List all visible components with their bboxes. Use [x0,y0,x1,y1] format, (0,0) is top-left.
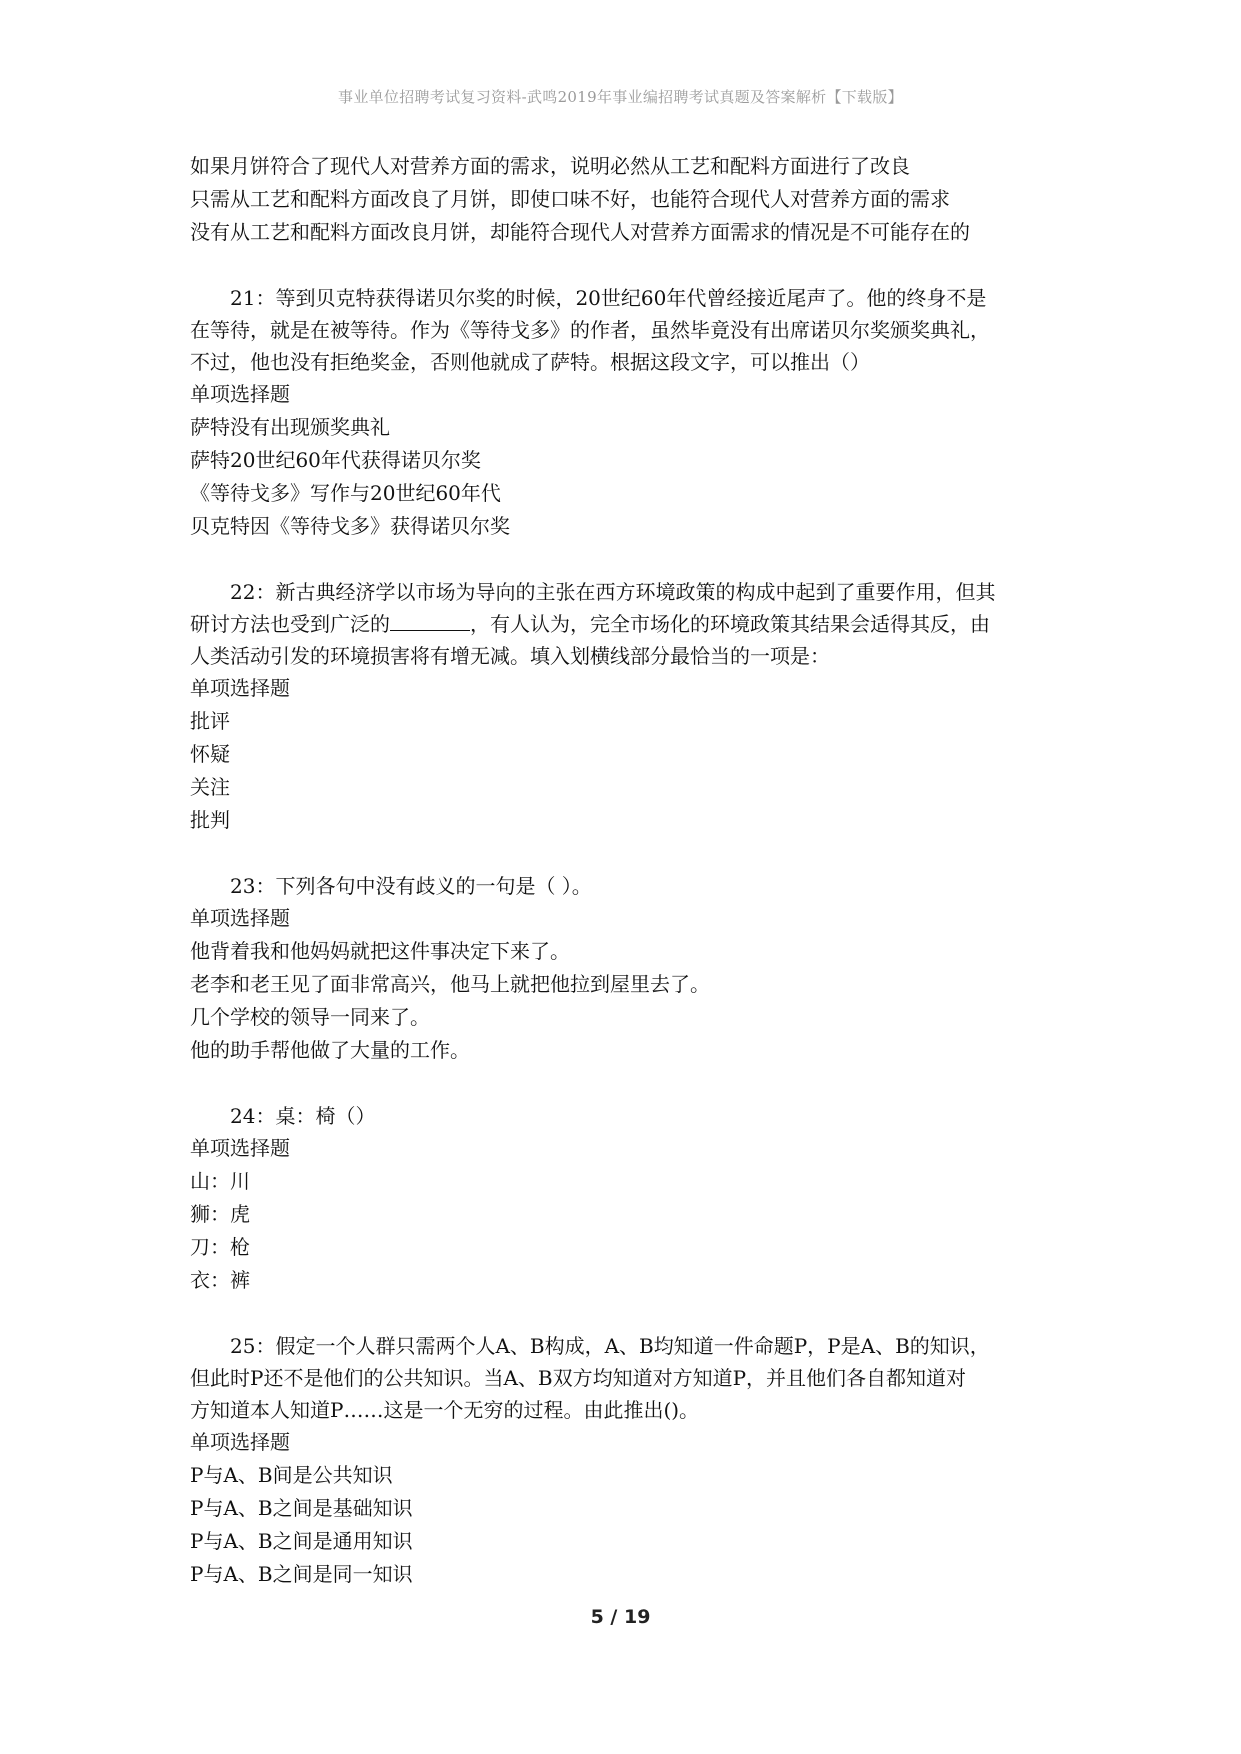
option-line: 只需从工艺和配料方面改良了月饼，即使口味不好，也能符合现代人对营养方面的需求 [190,187,950,211]
answer-option: 他的助手帮他做了大量的工作。 [190,1038,470,1062]
fill-in-blank [390,610,470,631]
answer-option: 狮：虎 [190,1202,250,1226]
answer-option: P与A、B之间是基础知识 [190,1496,413,1520]
question-type-label: 单项选择题 [190,906,290,930]
question-stem-line: 22：新古典经济学以市场为导向的主张在西方环境政策的构成中起到了重要作用，但其 [230,580,996,604]
question-22 [190,576,1070,837]
page-current: 5 [590,1606,604,1628]
answer-option: 萨特20世纪60年代获得诺贝尔奖 [190,448,481,472]
answer-option: 山：川 [190,1169,250,1193]
answer-option: 他背着我和他妈妈就把这件事决定下来了。 [190,939,570,963]
answer-option: P与A、B间是公共知识 [190,1463,393,1487]
answer-option: P与A、B之间是通用知识 [190,1529,413,1553]
question-stem-line: 方知道本人知道P……这是一个无穷的过程。由此推出()。 [190,1398,700,1422]
answer-option: 怀疑 [190,742,230,766]
question-type-label: 单项选择题 [190,1136,290,1160]
answer-option: 关注 [190,775,230,799]
page-separator: / [603,1606,624,1628]
answer-option: 贝克特因《等待戈多》获得诺贝尔奖 [190,514,510,538]
page-number [0,1606,1241,1628]
question-stem-line [190,608,1070,640]
question-stem-line: 但此时P还不是他们的公共知识。当A、B双方均知道对方知道P，并且他们各自都知道对 [190,1366,967,1390]
question-stem-line: 不过，他也没有拒绝奖金，否则他就成了萨特。根据这段文字，可以推出（） [190,350,870,374]
question-24 [190,1100,1070,1297]
answer-option: 衣：裤 [190,1268,250,1292]
question-type-label: 单项选择题 [190,676,290,700]
document-body [190,150,1070,1624]
question-stem-line: 在等待，就是在被等待。作为《等待戈多》的作者，虽然毕竟没有出席诺贝尔奖颁奖典礼， [190,318,990,342]
question-stem-line: 24：桌：椅（） [230,1104,376,1128]
option-line: 如果月饼符合了现代人对营养方面的需求，说明必然从工艺和配料方面进行了改良 [190,154,910,178]
previous-question-options [190,150,1070,249]
answer-option: 老李和老王见了面非常高兴，他马上就把他拉到屋里去了。 [190,972,710,996]
answer-option: 刀：枪 [190,1235,250,1259]
question-stem-line: 23：下列各句中没有歧义的一句是（ ）。 [230,874,592,898]
question-stem-line: 人类活动引发的环境损害将有增无减。填入划横线部分最恰当的一项是： [190,644,830,668]
question-type-label: 单项选择题 [190,1430,290,1454]
question-stem-line: 25：假定一个人群只需两个人A、B构成，A、B均知道一件命题P，P是A、B的知识， [230,1334,990,1358]
question-25 [190,1330,1070,1591]
page-total: 19 [623,1606,651,1628]
page-header: 事业单位招聘考试复习资料-武鸣2019年事业编招聘考试真题及答案解析【下载版】 [338,88,903,106]
stem-text: 研讨方法也受到广泛的 [190,612,390,636]
stem-text: ，有人认为，完全市场化的环境政策其结果会适得其反，由 [470,612,990,636]
question-stem-line: 21：等到贝克特获得诺贝尔奖的时候，20世纪60年代曾经接近尾声了。他的终身不是 [230,286,987,310]
question-23 [190,870,1070,1067]
question-type-label: 单项选择题 [190,382,290,406]
answer-option: 《等待戈多》写作与20世纪60年代 [190,481,501,505]
answer-option: 批评 [190,709,230,733]
answer-option: 几个学校的领导一同来了。 [190,1005,430,1029]
answer-option: 萨特没有出现颁奖典礼 [190,415,390,439]
option-line: 没有从工艺和配料方面改良月饼，却能符合现代人对营养方面需求的情况是不可能存在的 [190,220,970,244]
answer-option: 批判 [190,808,230,832]
question-21 [190,282,1070,543]
answer-option: P与A、B之间是同一知识 [190,1562,413,1586]
